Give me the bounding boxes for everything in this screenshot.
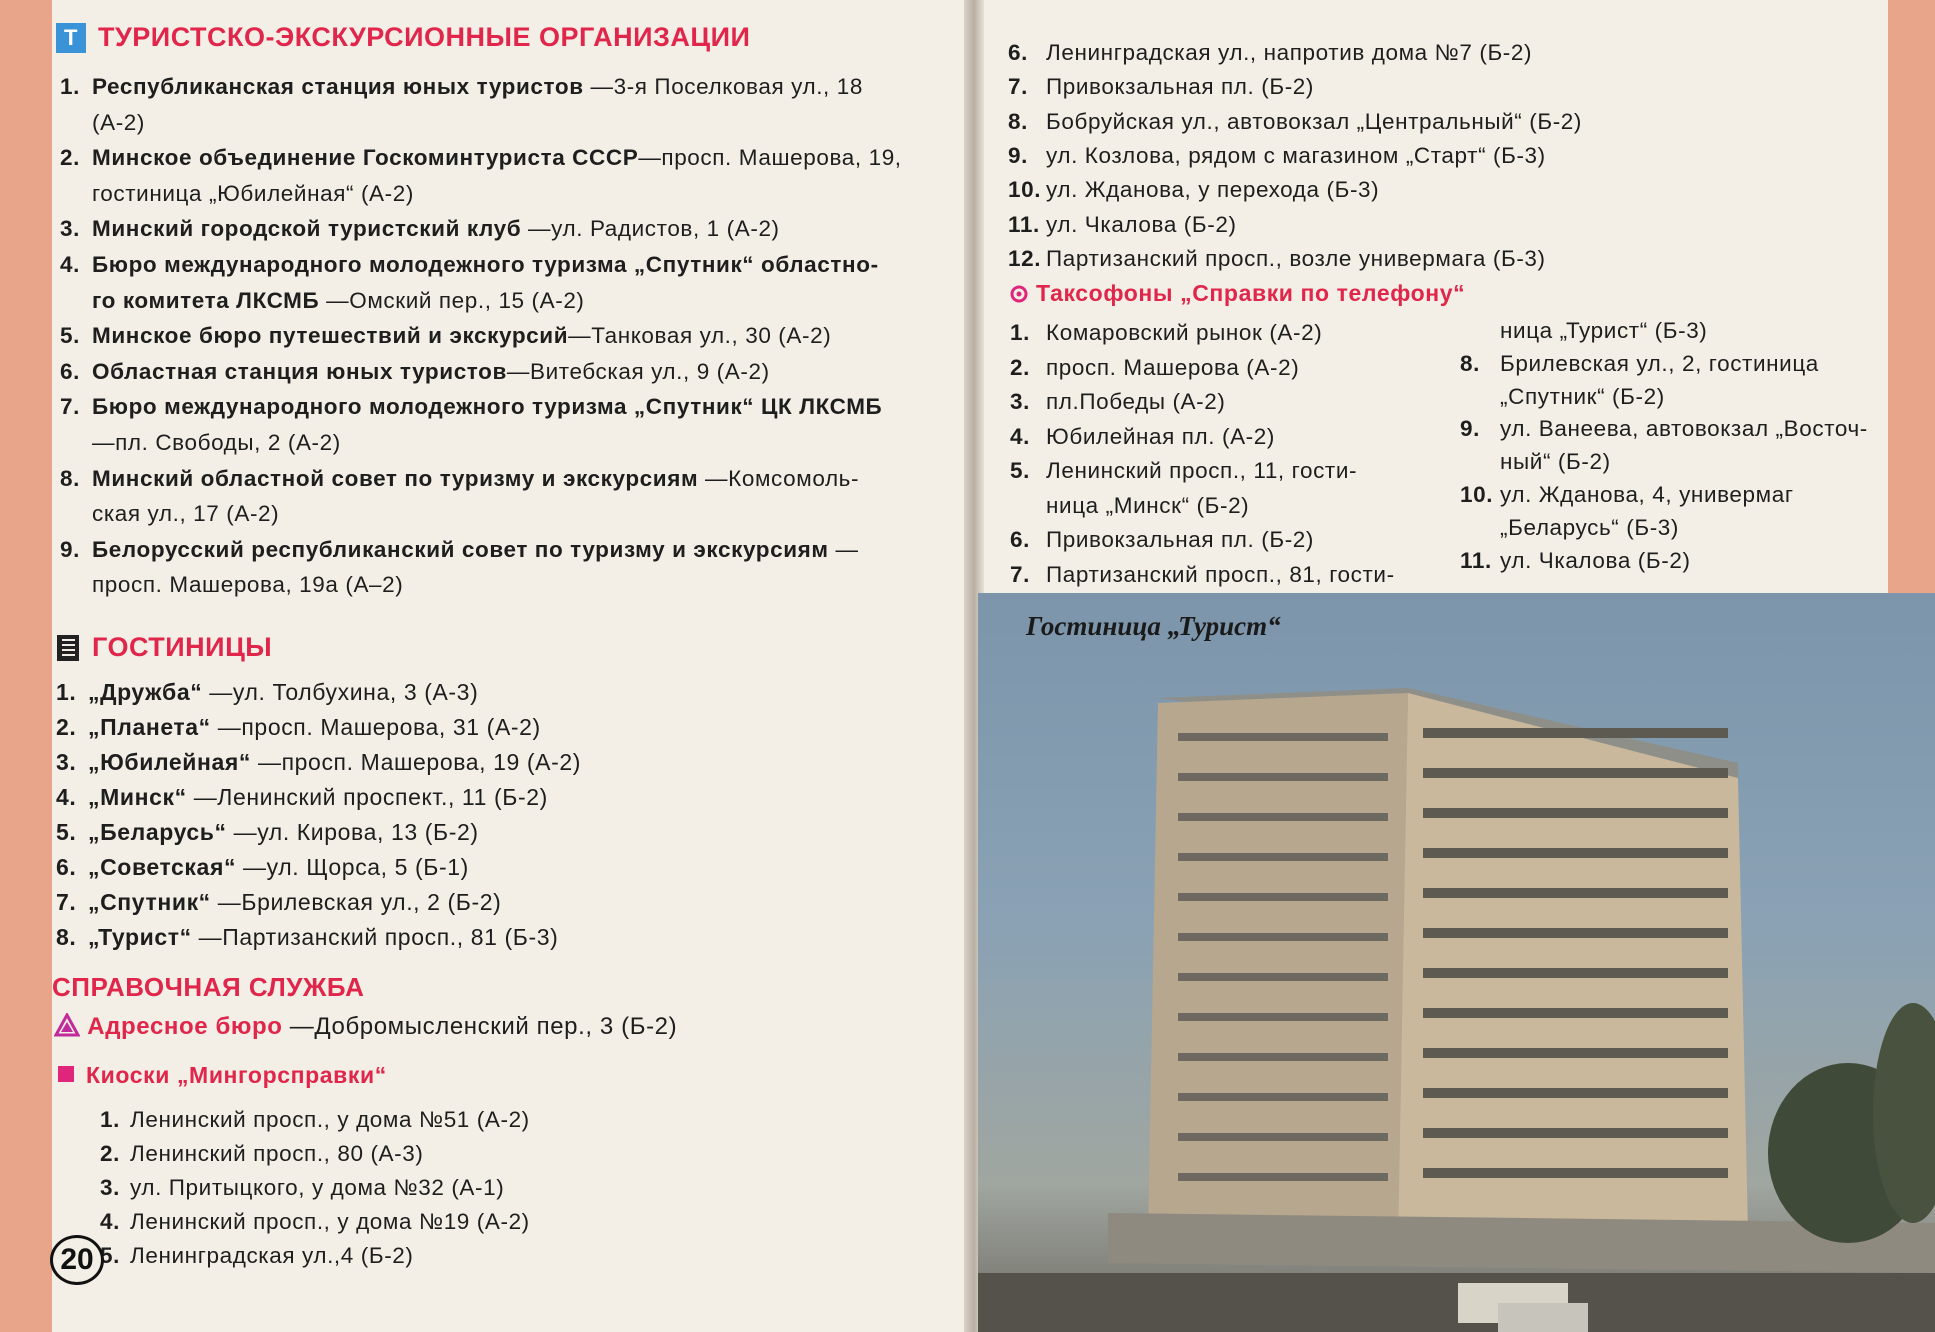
kiosk-item: [100, 1207, 530, 1237]
phone-item: [1460, 349, 1819, 379]
item-number: 8.: [60, 465, 80, 491]
item-text: ный“ (Б-2): [1500, 449, 1611, 475]
item-text: Партизанский просп., возле универмага (Б-3): [1046, 245, 1546, 271]
kiosk-item: [1008, 72, 1314, 102]
tourism-item: [60, 250, 879, 280]
item-text: Бобруйская ул., автовокзал „Центральный“ (Б-2): [1046, 108, 1583, 134]
item-text: „Спутник“ (Б-2): [1500, 383, 1665, 409]
item-text: „Беларусь“ (Б-3): [1500, 514, 1679, 540]
item-text: Ленинский просп., 80 (А-3): [130, 1141, 424, 1166]
hotel-book-icon: [56, 634, 80, 662]
item-name: Минский областной совет по туризму и экскурсиям: [92, 465, 699, 491]
tourism-item: [60, 286, 585, 316]
item-number: 12.: [1008, 245, 1042, 271]
kiosk-item: [1008, 107, 1582, 137]
item-text: ница „Турист“ (Б-3): [1500, 318, 1708, 343]
phone-item: [1460, 546, 1691, 576]
item-name: Областная станция юных туристов: [92, 358, 507, 384]
item-number: 1.: [1010, 320, 1030, 345]
phones-heading: [1010, 278, 1465, 308]
item-number: 2.: [1010, 354, 1030, 380]
item-text: Привокзальная пл. (Б-2): [1046, 527, 1314, 552]
item-text: —Партизанский просп., 81 (Б-3): [191, 924, 559, 950]
item-name: „Минск“: [88, 784, 187, 810]
tourism-item: [60, 570, 403, 600]
item-name: „Дружба“: [88, 679, 203, 705]
item-text: ул. Жданова, у перехода (Б-3): [1046, 177, 1380, 203]
kiosk-item: [1008, 210, 1237, 240]
item-number: 4.: [56, 784, 77, 810]
item-text: ул. Чкалова (Б-2): [1500, 547, 1691, 573]
phone-item: [1460, 447, 1611, 477]
square-icon: [58, 1066, 74, 1082]
item-text: просп. Машерова (А-2): [1046, 354, 1300, 380]
item-text: (А-2): [92, 109, 145, 135]
phone-item: [1460, 316, 1707, 346]
item-number: 9.: [60, 536, 80, 562]
phone-item: [1010, 491, 1249, 521]
item-name: го комитета ЛКСМБ: [92, 287, 320, 313]
item-number: 1.: [56, 679, 77, 705]
item-number: 9.: [1008, 142, 1028, 168]
item-text: —Брилевская ул., 2 (Б-2): [210, 889, 502, 915]
tourism-item: [60, 143, 902, 173]
item-number: 5.: [1010, 458, 1030, 483]
item-name: „Юбилейная“: [88, 749, 252, 775]
item-number: 9.: [1460, 416, 1480, 442]
item-name: Минское объединение Госкоминтуриста СССР: [92, 145, 639, 171]
tourism-item: [60, 72, 863, 102]
item-text: —просп. Машерова, 19 (А-2): [251, 749, 582, 775]
item-name: Минское бюро путешествий и экскурсий: [92, 323, 569, 349]
item-name: „Турист“: [88, 924, 192, 950]
item-number: 6.: [60, 358, 80, 384]
item-text: Юбилейная пл. (А-2): [1046, 423, 1275, 449]
kiosk-item: [1008, 244, 1546, 274]
hotel-item: [56, 712, 541, 742]
item-text: —пл. Свободы, 2 (А-2): [92, 430, 341, 455]
item-text: Ленинградская ул.,4 (Б-2): [130, 1243, 414, 1268]
item-number: 3.: [100, 1175, 120, 1200]
item-text: —: [828, 536, 859, 562]
service-heading: [52, 972, 364, 1003]
hotels-heading: [56, 632, 272, 663]
item-text: —Витебская ул., 9 (А-2): [506, 358, 770, 384]
tourism-item: [60, 179, 414, 209]
hotel-photo: [978, 593, 1935, 1332]
item-number: 11.: [1008, 211, 1040, 237]
circle-target-icon: [1010, 285, 1028, 303]
item-text: —просп. Машерова, 31 (А-2): [210, 714, 541, 740]
tourism-t-icon: T: [56, 23, 86, 53]
hotel-item: [56, 852, 469, 882]
item-name: Минский городской туристский клуб: [92, 216, 522, 242]
kiosks-heading-text: Киоски „Мингорсправки“: [86, 1062, 387, 1088]
item-text: Ленинский просп., у дома №51 (А-2): [130, 1107, 530, 1132]
hotel-item: [56, 817, 479, 847]
tourism-heading-text: ТУРИСТСКО-ЭКСКУРСИОННЫЕ ОРГАНИЗАЦИИ: [98, 22, 751, 52]
item-number: 7.: [56, 889, 77, 915]
item-text: ул. Жданова, 4, универмаг: [1500, 482, 1794, 507]
phone-item: [1010, 318, 1322, 348]
item-text: ул. Ванеева, автовокзал „Восточ-: [1500, 416, 1868, 442]
item-text: —3-я Поселковая ул., 18: [583, 74, 863, 99]
item-number: 3.: [56, 749, 77, 775]
address-bureau-line: [54, 1012, 677, 1042]
tourism-item: [60, 499, 279, 529]
triangle-icon: [54, 1013, 80, 1037]
hotel-item: [56, 747, 581, 777]
item-number: 2.: [56, 714, 77, 740]
item-number: 8.: [1460, 350, 1480, 376]
service-heading-text: СПРАВОЧНАЯ СЛУЖБА: [52, 972, 365, 1002]
phone-item: [1010, 387, 1225, 417]
item-name: Республиканская станция юных туристов: [92, 74, 584, 99]
hotels-heading-text: ГОСТИНИЦЫ: [92, 632, 273, 662]
phones-heading-text: Таксофоны „Справки по телефону“: [1036, 280, 1466, 306]
item-text: Комаровский рынок (А-2): [1046, 320, 1323, 345]
tourism-item: [60, 428, 341, 458]
item-number: 10.: [1008, 177, 1042, 203]
phone-item: [1460, 513, 1679, 543]
item-text: Ленинский просп., 11, гости-: [1046, 458, 1358, 483]
item-text: —Ленинский проспект., 11 (Б-2): [186, 784, 548, 810]
item-text: —ул. Радистов, 1 (А-2): [521, 216, 780, 242]
item-number: 3.: [1010, 389, 1030, 414]
kiosk-item: [1008, 38, 1532, 68]
tourism-item: [60, 535, 859, 565]
item-number: 1.: [100, 1107, 120, 1132]
item-number: 5.: [56, 819, 77, 845]
phone-item: [1460, 414, 1868, 444]
item-text: пл.Победы (А-2): [1046, 389, 1226, 414]
item-text: Партизанский просп., 81, гости-: [1046, 561, 1395, 587]
page-number: 20: [50, 1235, 104, 1285]
item-number: 6.: [56, 854, 77, 880]
item-number: 7.: [1010, 561, 1030, 587]
item-text: Привокзальная пл. (Б-2): [1046, 74, 1314, 100]
phone-item: [1460, 480, 1794, 510]
tourism-item: [60, 464, 859, 494]
phone-item: [1010, 560, 1395, 590]
item-name: Бюро международного молодежного туризма „Спутник“ ЦК ЛКСМБ: [92, 394, 883, 420]
tourism-item: [60, 321, 831, 351]
hotel-building-illustration: [978, 593, 1935, 1332]
item-text: гостиница „Юбилейная“ (А-2): [92, 180, 414, 206]
item-number: 10.: [1460, 482, 1494, 507]
item-text: —Омский пер., 15 (А-2): [319, 287, 585, 313]
kiosk-item: [1008, 141, 1546, 171]
item-name: „Советская“: [88, 854, 237, 880]
item-number: 5.: [60, 323, 80, 349]
item-name: „Спутник“: [88, 889, 211, 915]
hotel-item: [56, 922, 558, 952]
item-text: —просп. Машерова, 19,: [638, 145, 902, 171]
item-text: ул. Притыцкого, у дома №32 (А-1): [130, 1175, 505, 1200]
tourism-heading: [56, 22, 750, 53]
phone-item: [1010, 422, 1275, 452]
hotel-item: [56, 677, 478, 707]
item-text: —Комсомоль-: [698, 465, 860, 491]
item-text: Ленинский просп., у дома №19 (А-2): [130, 1209, 530, 1234]
hotel-item: [56, 887, 501, 917]
kiosk-item: [100, 1241, 414, 1271]
item-text: Брилевская ул., 2, гостиница: [1500, 350, 1819, 376]
kiosks-heading: [58, 1060, 387, 1090]
tourism-item: [60, 357, 770, 387]
phone-item: [1010, 353, 1299, 383]
item-number: 6.: [1008, 40, 1028, 65]
phone-item: [1010, 456, 1357, 486]
item-number: 7.: [60, 394, 80, 420]
phone-item: [1460, 382, 1665, 412]
item-number: 5.: [100, 1243, 120, 1268]
address-bureau-label: Адресное бюро: [87, 1013, 283, 1040]
kiosk-item: [100, 1139, 423, 1169]
item-text: ская ул., 17 (А-2): [92, 501, 280, 527]
tourism-item: [60, 108, 145, 138]
item-text: —ул. Щорса, 5 (Б-1): [236, 854, 469, 880]
item-name: Бюро международного молодежного туризма „Спутник“ областно-: [92, 252, 879, 277]
item-text: ул. Козлова, рядом с магазином „Старт“ (Б-3): [1046, 142, 1546, 168]
photo-caption: Гостиница „Турист“: [1026, 611, 1281, 641]
item-number: 11.: [1460, 547, 1492, 573]
item-number: 4.: [60, 252, 80, 277]
item-number: 1.: [60, 74, 80, 99]
item-number: 4.: [1010, 423, 1030, 449]
item-text: —ул. Кирова, 13 (Б-2): [226, 819, 479, 845]
item-name: „Планета“: [88, 714, 211, 740]
hotel-item: [56, 782, 548, 812]
item-number: 8.: [56, 924, 77, 950]
item-number: 7.: [1008, 74, 1028, 100]
item-text: ул. Чкалова (Б-2): [1046, 211, 1237, 237]
item-number: 6.: [1010, 527, 1030, 552]
item-number: 2.: [100, 1141, 120, 1166]
item-number: 8.: [1008, 108, 1028, 134]
item-number: 2.: [60, 145, 80, 171]
tourism-item: [60, 392, 882, 422]
item-name: „Беларусь“: [88, 819, 227, 845]
address-bureau-text: —Добромысленский пер., 3 (Б-2): [282, 1013, 678, 1040]
tourism-item: [60, 214, 780, 244]
item-number: 3.: [60, 216, 80, 242]
kiosk-item: [100, 1105, 530, 1135]
item-text: Ленинградская ул., напротив дома №7 (Б-2): [1046, 40, 1533, 65]
kiosk-item: [1008, 175, 1379, 205]
kiosk-item: [100, 1173, 504, 1203]
item-name: Белорусский республиканский совет по туризму и экскурсиям: [92, 536, 829, 562]
item-text: —ул. Толбухина, 3 (А-3): [202, 679, 479, 705]
item-number: 4.: [100, 1209, 120, 1234]
phone-item: [1010, 525, 1314, 555]
item-text: ница „Минск“ (Б-2): [1046, 492, 1250, 518]
item-text: —Танковая ул., 30 (А-2): [568, 323, 832, 349]
item-text: просп. Машерова, 19а (А–2): [92, 572, 404, 598]
